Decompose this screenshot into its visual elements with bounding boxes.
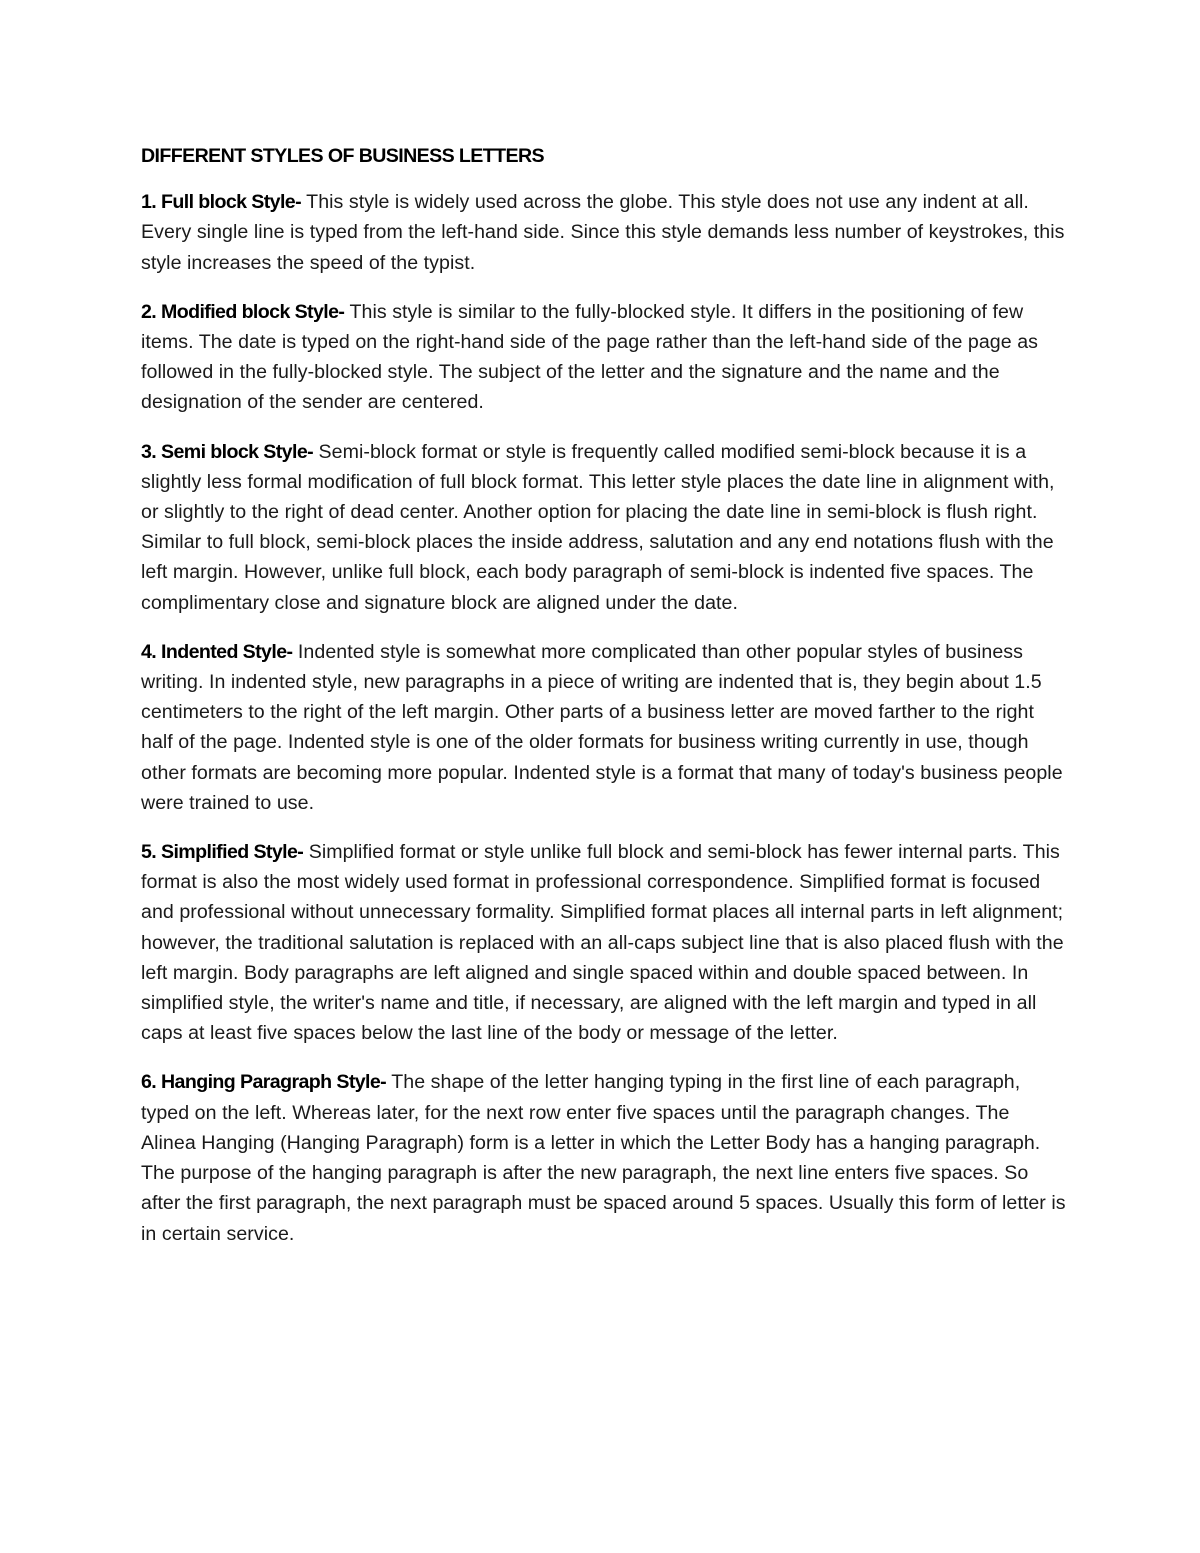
- section-heading: 2. Modified block Style-: [141, 300, 345, 323]
- section-heading: 5. Simplified Style-: [141, 841, 304, 864]
- document-content: [141, 141, 1066, 1268]
- section-body: Simplified format or style unlike full block and semi-block has fewer internal parts. This format is also the most widely used format in professional correspondence. Simplified format is focused and professional without unnecessary formality. Simplified format places all internal parts in left alignment; however, the traditional salutation is replaced with an all-caps subject line that is also placed flush with the left margin. Body paragraphs are left aligned and single spaced within and double spaced between. In simplified style, the writer's name and title, if necessary, are aligned with the left margin and typed in all caps at least five spaces below the last line of the body or message of the letter.: [141, 841, 1064, 1045]
- section-heading: 6. Hanging Paragraph Style-: [141, 1071, 387, 1094]
- section-body: This style is similar to the fully-blocked style. It differs in the positioning of few items. The date is typed on the right-hand side of the page rather than the left-hand side of the page as followed in the fully-blocked style. The subject of the letter and the signature and the name and the designation of the sender are centered.: [141, 300, 1038, 414]
- section-modified-block: [141, 297, 1066, 418]
- section-body: Semi-block format or style is frequently called modified semi-block because it is a slightly less formal modification of full block format. This letter style places the date line in alignment with, or slightly to the right of dead center. Another option for placing the date line in semi-block is flush right. Similar to full block, semi-block places the inside address, salutation and any end notations flush with the left margin. However, unlike full block, each body paragraph of semi-block is indented five spaces. The complimentary close and signature block are aligned under the date.: [141, 440, 1055, 614]
- section-full-block: [141, 187, 1066, 278]
- section-heading: 4. Indented Style-: [141, 640, 293, 663]
- section-body: Indented style is somewhat more complicated than other popular styles of business writing. In indented style, new paragraphs in a piece of writing are indented that is, they begin about 1.5 centimeters to the right of the left margin. Other parts of a business letter are moved farther to the right half of the page. Indented style is one of the older formats for business writing currently in use, though other formats are becoming more popular. Indented style is a format that many of today's business people were trained to use.: [141, 640, 1063, 814]
- section-body: The shape of the letter hanging typing in the first line of each paragraph, typed on the left. Whereas later, for the next row enter five spaces until the paragraph changes. The Alinea Hanging (Hanging Paragraph) form is a letter in which the Letter Body has a hanging paragraph. The purpose of the hanging paragraph is after the new paragraph, the next line enters five spaces. So after the first paragraph, the next paragraph must be spaced around 5 spaces. Usually this form of letter is in certain service.: [141, 1071, 1066, 1245]
- section-simplified: [141, 837, 1066, 1048]
- section-heading: 1. Full block Style-: [141, 191, 302, 214]
- section-body: This style is widely used across the globe. This style does not use any indent at all. Every single line is typed from the left-hand side. Since this style demands less number of keystrokes, this style increases the speed of the typist.: [141, 191, 1065, 274]
- section-semi-block: [141, 437, 1066, 618]
- section-hanging-paragraph: [141, 1067, 1066, 1248]
- document-title: DIFFERENT STYLES OF BUSINESS LETTERS: [141, 145, 544, 167]
- section-indented: [141, 637, 1066, 818]
- section-heading: 3. Semi block Style-: [141, 440, 314, 463]
